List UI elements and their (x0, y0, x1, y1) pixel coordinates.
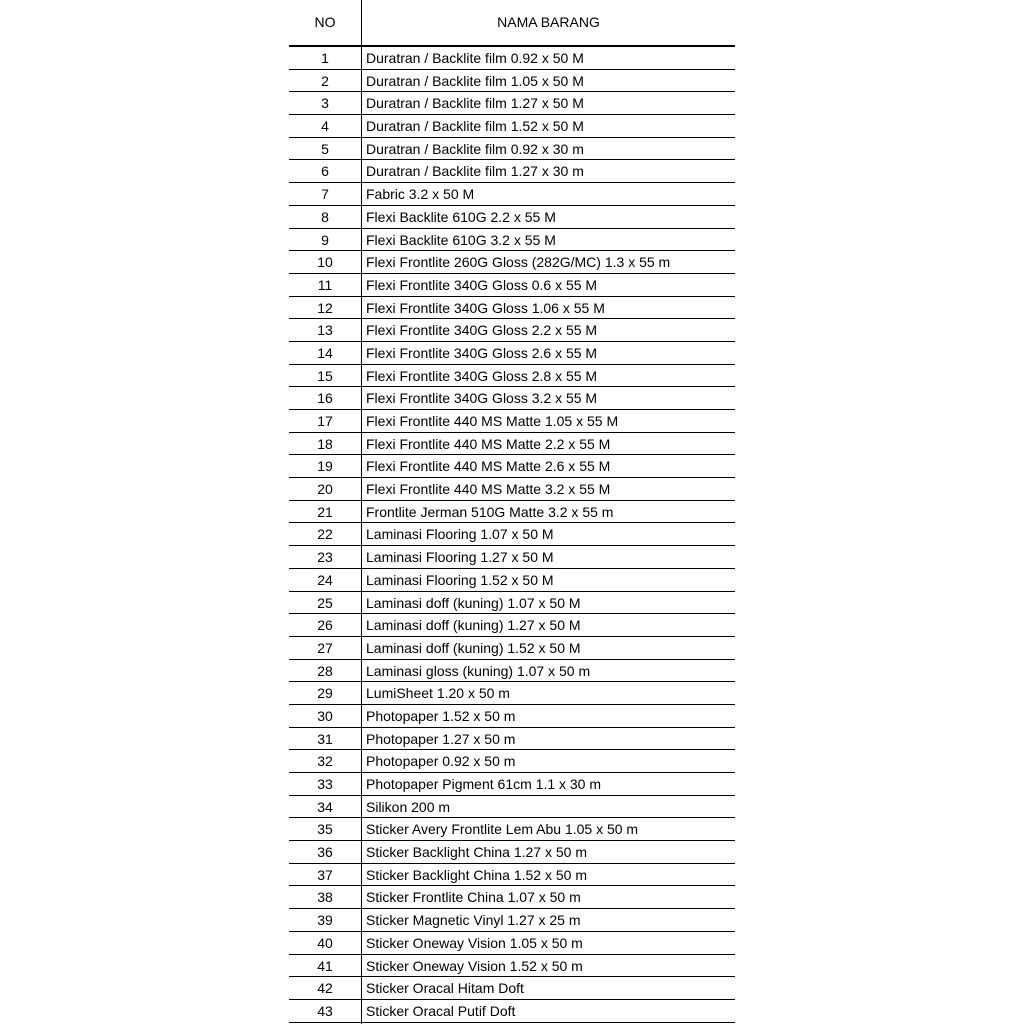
row-number: 11 (317, 276, 333, 293)
item-name: Duratran / Backlite film 0.92 x 50 M (366, 50, 584, 66)
row-number: 21 (317, 503, 333, 520)
table-row (289, 818, 735, 841)
item-name: Flexi Backlite 610G 2.2 x 55 M (366, 208, 556, 225)
row-number: 4 (321, 118, 329, 135)
table-row (289, 955, 735, 978)
table-row (289, 183, 735, 206)
table-row (289, 70, 735, 93)
item-name: Laminasi Flooring 1.07 x 50 M (366, 526, 554, 543)
table-row (289, 864, 735, 887)
row-number: 24 (317, 571, 333, 588)
row-number: 19 (317, 458, 333, 475)
row-number: 43 (317, 1002, 333, 1019)
row-number: 38 (317, 889, 333, 906)
table-row (289, 546, 735, 569)
row-number: 23 (317, 549, 333, 566)
item-name: Laminasi doff (kuning) 1.27 x 50 M (366, 617, 581, 634)
item-name: Flexi Frontlite 340G Gloss 0.6 x 55 M (366, 276, 598, 293)
row-number: 39 (317, 912, 333, 929)
item-name: Sticker Frontlite China 1.07 x 50 m (366, 889, 581, 906)
item-name: Photopaper 0.92 x 50 m (366, 753, 516, 770)
item-name: Sticker Backlight China 1.52 x 50 m (366, 866, 587, 883)
row-number: 28 (317, 662, 333, 679)
table-row (289, 886, 735, 909)
table-row (289, 841, 735, 864)
item-name: Laminasi gloss (kuning) 1.07 x 50 m (366, 662, 591, 679)
item-name: Sticker Magnetic Vinyl 1.27 x 25 m (366, 912, 581, 929)
row-number: 30 (317, 707, 333, 724)
row-number: 14 (317, 344, 333, 361)
row-number: 42 (317, 980, 333, 997)
item-name: Flexi Frontlite 440 MS Matte 3.2 x 55 M (366, 481, 611, 498)
item-name: Flexi Frontlite 260G Gloss (282G/MC) 1.3 x 55 m (366, 254, 671, 271)
item-name: Sticker Oracal Putif Doft (366, 1002, 516, 1019)
row-number: 31 (317, 730, 333, 747)
table-header (289, 0, 735, 47)
item-name: Sticker Oneway Vision 1.52 x 50 m (366, 957, 583, 974)
table-row (289, 682, 735, 705)
item-name: Sticker Avery Frontlite Lem Abu 1.05 x 50 m (366, 821, 639, 838)
table-row (289, 977, 735, 1000)
table-row (289, 592, 735, 615)
row-number: 8 (321, 208, 329, 225)
item-name: Frontlite Jerman 510G Matte 3.2 x 55 m (366, 503, 614, 520)
item-name: Photopaper 1.27 x 50 m (366, 730, 516, 747)
table-row (289, 206, 735, 229)
table-row (289, 342, 735, 365)
table-row (289, 251, 735, 274)
table-row (289, 728, 735, 751)
row-number: 40 (317, 934, 333, 951)
row-number: 34 (317, 798, 333, 815)
row-number: 15 (317, 367, 333, 384)
table-row (289, 115, 735, 138)
table-row (289, 274, 735, 297)
table-row (289, 1000, 735, 1023)
item-name: Sticker Backlight China 1.27 x 50 m (366, 844, 587, 861)
row-number: 29 (317, 685, 333, 702)
row-number: 32 (317, 753, 333, 770)
row-number: 12 (317, 299, 333, 316)
table-row (289, 614, 735, 637)
item-name: Photopaper Pigment 61cm 1.1 x 30 m (366, 776, 602, 792)
item-name: Laminasi doff (kuning) 1.52 x 50 M (366, 639, 581, 656)
item-name: LumiSheet 1.20 x 50 m (366, 685, 510, 702)
item-name: Laminasi Flooring 1.27 x 50 M (366, 549, 554, 566)
row-number: 16 (317, 390, 333, 407)
item-name: Duratran / Backlite film 1.27 x 30 m (366, 163, 584, 180)
row-number: 22 (317, 526, 333, 543)
row-number: 36 (317, 844, 333, 861)
table-row (289, 160, 735, 183)
row-number: 35 (317, 821, 333, 838)
table-row (289, 365, 735, 388)
row-number: 18 (317, 435, 333, 452)
table-row (289, 909, 735, 932)
item-name: Silikon 200 m (366, 798, 451, 815)
item-name: Flexi Frontlite 340G Gloss 1.06 x 55 M (366, 299, 605, 316)
item-name: Duratran / Backlite film 1.27 x 50 M (366, 95, 584, 112)
row-number: 2 (321, 72, 329, 89)
table-row (289, 705, 735, 728)
item-name: Fabric 3.2 x 50 M (366, 186, 475, 203)
table-body (289, 47, 735, 1023)
table-row (289, 319, 735, 342)
item-name: Photopaper 1.52 x 50 m (366, 707, 516, 724)
row-number: 27 (317, 639, 333, 656)
item-table (289, 0, 735, 1023)
item-name: Flexi Frontlite 340G Gloss 2.2 x 55 M (366, 322, 598, 339)
table-row (289, 92, 735, 115)
row-number: 20 (317, 481, 333, 498)
row-number: 33 (317, 776, 333, 792)
row-number: 37 (317, 866, 333, 883)
item-name: Sticker Oracal Hitam Doft (366, 980, 524, 997)
row-number: 6 (321, 163, 329, 180)
table-row (289, 523, 735, 546)
header-nama-barang: NAMA BARANG (497, 14, 600, 30)
item-name: Laminasi doff (kuning) 1.07 x 50 M (366, 594, 581, 611)
row-number: 25 (317, 594, 333, 611)
row-number: 1 (321, 50, 329, 66)
item-name: Duratran / Backlite film 1.52 x 50 M (366, 118, 584, 135)
table-row (289, 478, 735, 501)
table-row (289, 297, 735, 320)
row-number: 13 (317, 322, 333, 339)
table-row (289, 47, 735, 70)
item-name: Flexi Backlite 610G 3.2 x 55 M (366, 231, 556, 248)
row-number: 10 (317, 254, 333, 271)
row-number: 5 (321, 140, 329, 157)
row-number: 26 (317, 617, 333, 634)
item-name: Duratran / Backlite film 0.92 x 30 m (366, 140, 584, 157)
row-number: 3 (321, 95, 329, 112)
row-number: 7 (321, 186, 329, 203)
item-name: Flexi Frontlite 340G Gloss 3.2 x 55 M (366, 390, 598, 407)
table-row (289, 387, 735, 410)
row-number: 17 (317, 413, 333, 429)
table-row (289, 569, 735, 592)
row-number: 41 (317, 957, 333, 974)
table-row (289, 932, 735, 955)
row-number: 9 (321, 231, 329, 248)
item-name: Sticker Oneway Vision 1.05 x 50 m (366, 934, 583, 951)
table-row (289, 501, 735, 524)
table-row (289, 229, 735, 252)
item-name: Flexi Frontlite 440 MS Matte 1.05 x 55 M (366, 413, 619, 429)
table-row (289, 796, 735, 819)
table-row (289, 455, 735, 478)
item-name: Flexi Frontlite 440 MS Matte 2.6 x 55 M (366, 458, 611, 475)
item-name: Flexi Frontlite 340G Gloss 2.6 x 55 M (366, 344, 598, 361)
table-row (289, 637, 735, 660)
table-row (289, 660, 735, 683)
table-row (289, 410, 735, 433)
item-name: Duratran / Backlite film 1.05 x 50 M (366, 72, 584, 89)
table-row (289, 750, 735, 773)
header-no: NO (314, 14, 336, 30)
item-name: Laminasi Flooring 1.52 x 50 M (366, 571, 554, 588)
table-row (289, 773, 735, 796)
table-row (289, 138, 735, 161)
item-name: Flexi Frontlite 440 MS Matte 2.2 x 55 M (366, 435, 611, 452)
table-row (289, 433, 735, 456)
item-name: Flexi Frontlite 340G Gloss 2.8 x 55 M (366, 367, 598, 384)
